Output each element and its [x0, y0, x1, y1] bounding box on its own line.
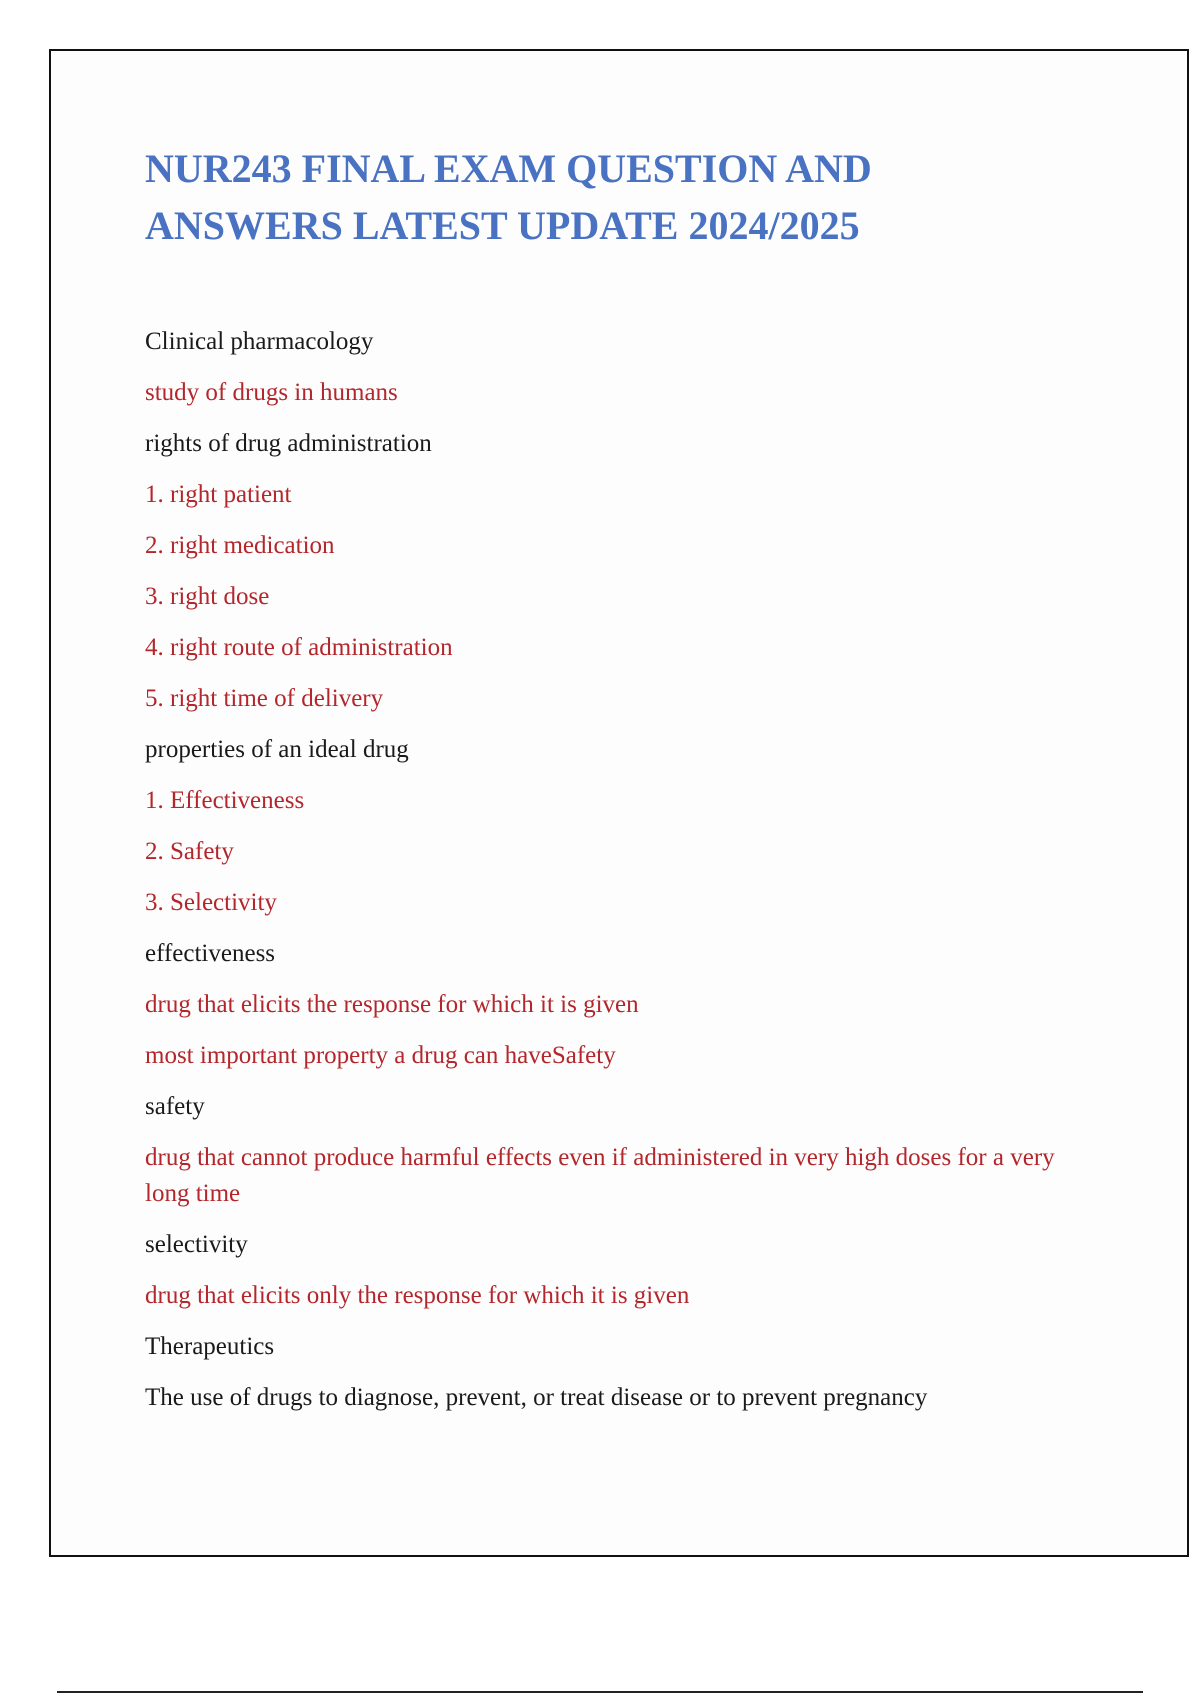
question-line: Clinical pharmacology [145, 328, 374, 355]
answer-line: 5. right time of delivery [145, 685, 384, 712]
question-line: safety [145, 1093, 205, 1120]
answer-line: drug that elicits only the response for which it is given [145, 1282, 690, 1309]
question-line: properties of an ideal drug [145, 736, 409, 763]
answer-line: drug that cannot produce harmful effects even if administered in very high doses for a very long time [145, 1144, 1055, 1207]
answer-line: 2. right medication [145, 532, 335, 559]
answer-line: 1. right patient [145, 481, 292, 508]
bottom-rule [57, 1691, 1143, 1693]
question-line: Therapeutics [145, 1333, 275, 1360]
qa-list [145, 324, 1105, 1431]
document-content [145, 140, 1105, 1431]
answer-line: 1. Effectiveness [145, 787, 305, 814]
answer-line: 2. Safety [145, 838, 234, 865]
answer-line: 4. right route of administration [145, 634, 453, 661]
question-line: selectivity [145, 1231, 248, 1258]
question-line: rights of drug administration [145, 430, 432, 457]
answer-line: 3. Selectivity [145, 889, 277, 916]
answer-line: drug that elicits the response for which it is given [145, 991, 639, 1018]
answer-line: 3. right dose [145, 583, 270, 610]
question-line: effectiveness [145, 940, 276, 967]
title-line-1: NUR243 FINAL EXAM QUESTION AND [145, 146, 872, 191]
answer-line: study of drugs in humans [145, 379, 398, 406]
title-line-2: ANSWERS LATEST UPDATE 2024/2025 [145, 203, 860, 248]
page-title [145, 140, 1105, 254]
answer-line: most important property a drug can haveSafety [145, 1042, 616, 1069]
question-line: The use of drugs to diagnose, prevent, or treat disease or to prevent pregnancy [145, 1384, 928, 1411]
